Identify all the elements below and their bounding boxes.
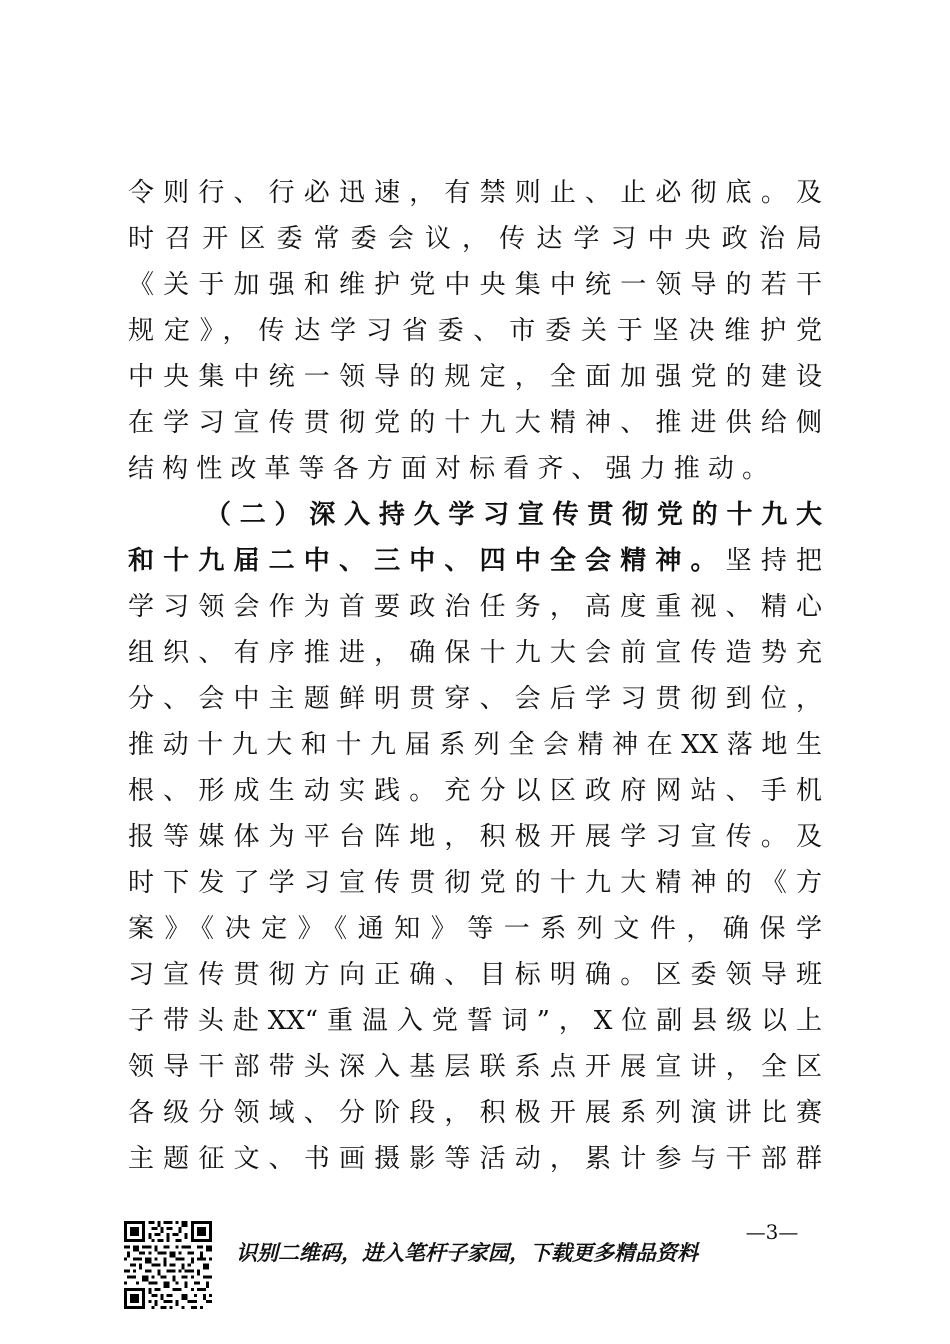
- body-line: 组织、有序推进，确保十九大会前宣传造势充: [128, 638, 822, 668]
- body-line: 中央集中统一领导的规定，全面加强党的建设: [128, 362, 822, 392]
- body-line: 根、形成生动实践。充分以区政府网站、手机: [128, 776, 822, 806]
- body-line: 各级分领域、分阶段，积极开展系列演讲比赛: [128, 1098, 822, 1128]
- body-line: 《关于加强和维护党中央集中统一领导的若干: [128, 270, 822, 300]
- footer-promo-text: 识别二维码，进入笔杆子家园，下载更多精品资料: [236, 1241, 698, 1265]
- body-line: 规定》，传达学习省委、市委关于坚决维护党: [128, 316, 822, 346]
- body-line: 报等媒体为平台阵地，积极开展学习宣传。及: [128, 822, 822, 852]
- body-line: 时召开区委常委会议，传达学习中央政治局: [128, 224, 822, 254]
- body-line: 令则行、行必迅速，有禁则止、止必彻底。及: [128, 178, 822, 208]
- body-line: 在学习宣传贯彻党的十九大精神、推进供给侧: [128, 408, 822, 438]
- body-line: 习宣传贯彻方向正确、目标明确。区委领导班: [128, 960, 822, 990]
- body-line: 案》《决定》《通知》等一系列文件，确保学: [128, 914, 822, 944]
- body-line: 分、会中主题鲜明贯穿、会后学习贯彻到位，: [128, 684, 822, 714]
- body-line: 领导干部带头深入基层联系点开展宣讲，全区: [128, 1052, 822, 1082]
- section-heading-rest: 坚持把: [725, 546, 822, 576]
- section-heading: （二）深入持久学习宣传贯彻党的十九大: [205, 500, 822, 530]
- body-line: 推动十九大和十九届系列全会精神在XX落地生: [128, 730, 822, 760]
- body-line: 时下发了学习宣传贯彻党的十九大精神的《方: [128, 868, 822, 898]
- body-line: 结构性改革等各方面对标看齐、强力推动。: [128, 454, 768, 484]
- body-line: 子带头赴XX“重温入党誓词”，X位副县级以上: [128, 1006, 822, 1036]
- page-number: —3—: [745, 1220, 799, 1244]
- body-line: 学习领会作为首要政治任务，高度重视、精心: [128, 592, 822, 622]
- section-heading-continuation: [128, 541, 822, 581]
- body-line: 主题征文、书画摄影等活动，累计参与干部群: [128, 1144, 822, 1174]
- section-heading-bold-part: 和十九届二中、三中、四中全会精神。: [128, 546, 726, 576]
- qr-code-icon[interactable]: [124, 1221, 212, 1309]
